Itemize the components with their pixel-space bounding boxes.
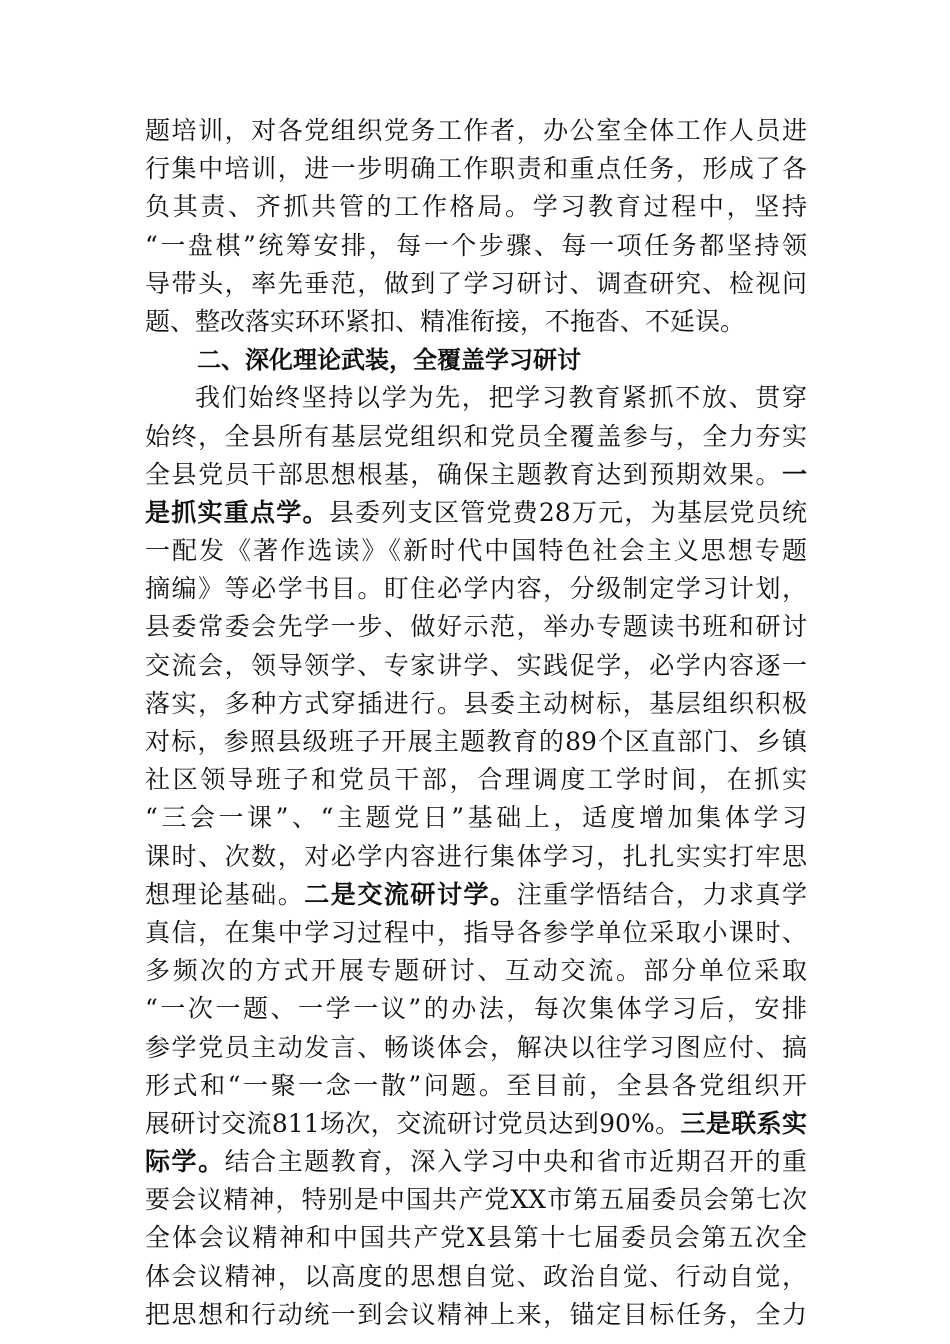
text-run: 想理论基础。	[145, 879, 305, 909]
section-heading: 二、深化理论武装，全覆盖学习研讨	[197, 346, 581, 375]
text-run: 注重学悟结合，力求真学	[516, 879, 807, 909]
text-line: 始终，全县所有基层党组织和党员全覆盖参与，全力夯实	[145, 421, 807, 451]
text-line: 交流会，领导领学、专家讲学、实践促学，必学内容逐一	[145, 650, 807, 680]
text-line: 全体会议精神和中国共产党X县第十七届委员会第五次全	[145, 1223, 807, 1253]
text-line	[145, 1105, 807, 1143]
text-line: 负其责、齐抓共管的工作格局。学习教育过程中，坚持	[145, 192, 807, 222]
text-line: 题、整改落实环环紧扣、精准衔接，不拖沓、不延误。	[145, 306, 746, 336]
text-line: 行集中培训，进一步明确工作职责和重点任务，形成了各	[145, 154, 807, 184]
text-line	[145, 456, 807, 494]
text-line: 题培训，对各党组织党务工作者，办公室全体工作人员进	[145, 116, 807, 145]
bold-run: 一	[781, 459, 807, 489]
text-line: 导带头，率先垂范，做到了学习研讨、调查研究、检视问	[145, 268, 807, 298]
text-run: 县委列支区管党费28万元，为基层党员统	[328, 497, 807, 527]
text-line: 体会议精神，以高度的思想自觉、政治自觉、行动自觉，	[145, 1261, 807, 1291]
text-line: 把思想和行动统一到会议精神上来，锚定目标任务，全力	[145, 1299, 807, 1329]
text-line	[145, 1143, 807, 1181]
bold-run: 三是联系实	[680, 1108, 807, 1138]
text-line: 要会议精神，特别是中国共产党XX市第五届委员会第七次	[145, 1185, 807, 1215]
text-line: 落实，多种方式穿插进行。县委主动树标，基层组织积极	[145, 688, 807, 718]
text-line: 摘编》等必学书目。盯住必学内容，分级制定学习计划，	[145, 574, 807, 604]
text-line: 对标，参照县级班子开展主题教育的89个区直部门、乡镇	[145, 727, 807, 756]
text-run: 结合主题教育，深入学习中央和省市近期召开的重	[224, 1147, 807, 1177]
text-line: “一次一题、一学一议”的办法，每次集体学习后，安排	[145, 994, 807, 1024]
bold-run: 是抓实重点学。	[145, 497, 329, 527]
text-run: 展研讨交流811场次，交流研讨党员达到90%。	[145, 1108, 681, 1138]
text-line: 我们始终坚持以学为先，把学习教育紧抓不放、贯穿	[195, 383, 807, 413]
text-line: “三会一课”、“主题党日”基础上，适度增加集体学习	[145, 803, 807, 833]
text-run: 全县党员干部思想根基，确保主题教育达到预期效果。	[145, 459, 782, 489]
text-line: “一盘棋”统筹安排，每一个步骤、每一项任务都坚持领	[145, 230, 807, 260]
text-line: 参学党员主动发言、畅谈体会，解决以往学习图应付、搞	[145, 1032, 807, 1062]
text-line: 社区领导班子和党员干部，合理调度工学时间，在抓实	[145, 765, 807, 795]
text-line	[145, 876, 807, 914]
text-line: 真信，在集中学习过程中，指导各参学单位采取小课时、	[145, 917, 807, 947]
bold-run: 二是交流研讨学。	[304, 879, 517, 909]
body-text	[145, 112, 807, 1334]
text-line	[145, 494, 807, 532]
text-line: 多频次的方式开展专题研讨、互动交流。部分单位采取	[145, 956, 807, 986]
text-line: 县委常委会先学一步、做好示范，举办专题读书班和研讨	[145, 612, 807, 642]
text-line: 形式和“一聚一念一散”问题。至目前，全县各党组织开	[145, 1070, 807, 1100]
bold-run: 际学。	[145, 1147, 225, 1177]
text-line: 一配发《著作选读》《新时代中国特色社会主义思想专题	[145, 536, 807, 566]
text-line: 课时、次数，对必学内容进行集体学习，扎扎实实打牢思	[145, 841, 807, 871]
